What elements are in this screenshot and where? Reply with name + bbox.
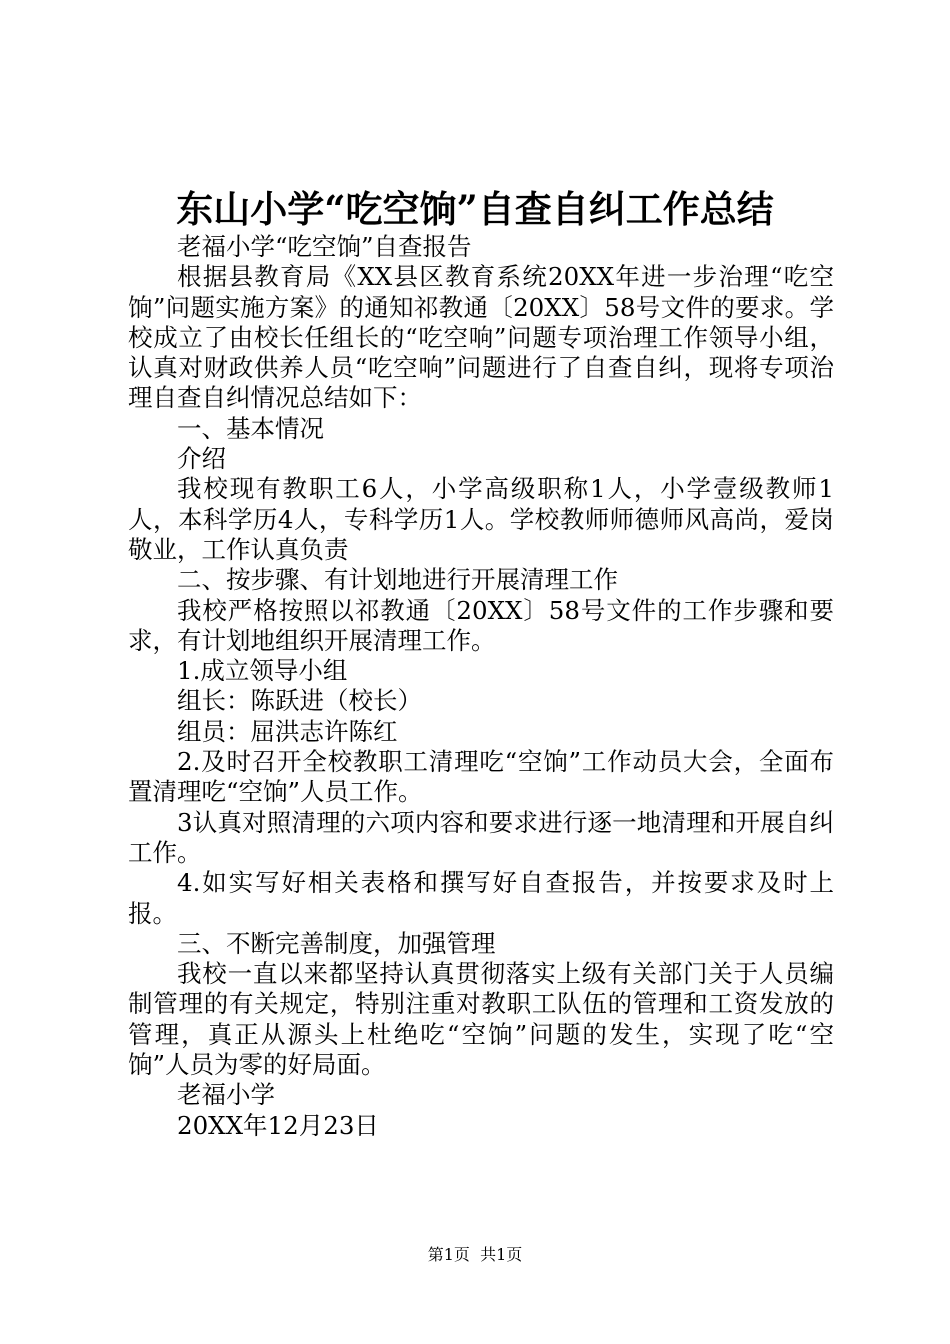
signature-date: 20XX年12月23日 [177, 1110, 379, 1140]
document-body [128, 232, 834, 1141]
report-subtitle: 老福小学“吃空饷”自查报告 [177, 232, 472, 261]
page-total: 共1页 [480, 1245, 523, 1264]
section-heading-1: 一、基本情况 [177, 413, 324, 443]
paragraph-steps: 我校严格按照以祁教通〔20XX〕58号文件的工作步骤和要求，有计划地组织开展清理工作。 [128, 595, 834, 655]
paragraph-management: 我校一直以来都坚持认真贯彻落实上级有关部门关于人员编制管理的有关规定，特别注重对教职工队伍的管理和工资发放的管理，真正从源头上杜绝吃“空饷”问题的发生，实现了吃“空饷”人员为零的好局面。 [128, 959, 834, 1080]
page-footer [0, 1244, 950, 1266]
section-heading-3: 三、不断完善制度，加强管理 [177, 928, 496, 958]
list-item-3: 3认真对照清理的六项内容和要求进行逐一地清理和开展自纠工作。 [128, 807, 834, 867]
list-item-2: 2.及时召开全校教职工清理吃“空饷”工作动员大会，全面布置清理吃“空饷”人员工作。 [128, 747, 834, 807]
document-title: 东山小学“吃空饷”自查自纠工作总结 [176, 187, 774, 231]
page-number: 第1页 [427, 1245, 470, 1264]
leader-line: 组长：陈跃进（校长） [177, 686, 422, 716]
signature-school: 老福小学 [177, 1080, 275, 1110]
list-item-1: 1.成立领导小组 [177, 656, 348, 686]
members-line: 组员：屈洪志许陈红 [177, 716, 398, 746]
section-heading-2: 二、按步骤、有计划地进行开展清理工作 [177, 565, 618, 595]
paragraph-intro: 根据县教育局《XX县区教育系统20XX年进一步治理“吃空饷”问题实施方案》的通知祁教通〔20XX〕58号文件的要求。学校成立了由校长任组长的“吃空响”问题专项治理工作领导小组，认真对财政供养人员“吃空响”问题进行了自查自纠，现将专项治理自查自纠情况总结如下： [128, 262, 834, 413]
list-item-4: 4.如实写好相关表格和撰写好自查报告，并按要求及时上报。 [128, 868, 834, 928]
footer-gap [470, 1245, 480, 1264]
section-subheading: 介绍 [177, 444, 226, 474]
paragraph-staff: 我校现有教职工6人，小学高级职称1人，小学壹级教师1人，本科学历4人，专科学历1人。学校教师师德师风高尚，爱岗敬业，工作认真负责 [128, 474, 834, 564]
